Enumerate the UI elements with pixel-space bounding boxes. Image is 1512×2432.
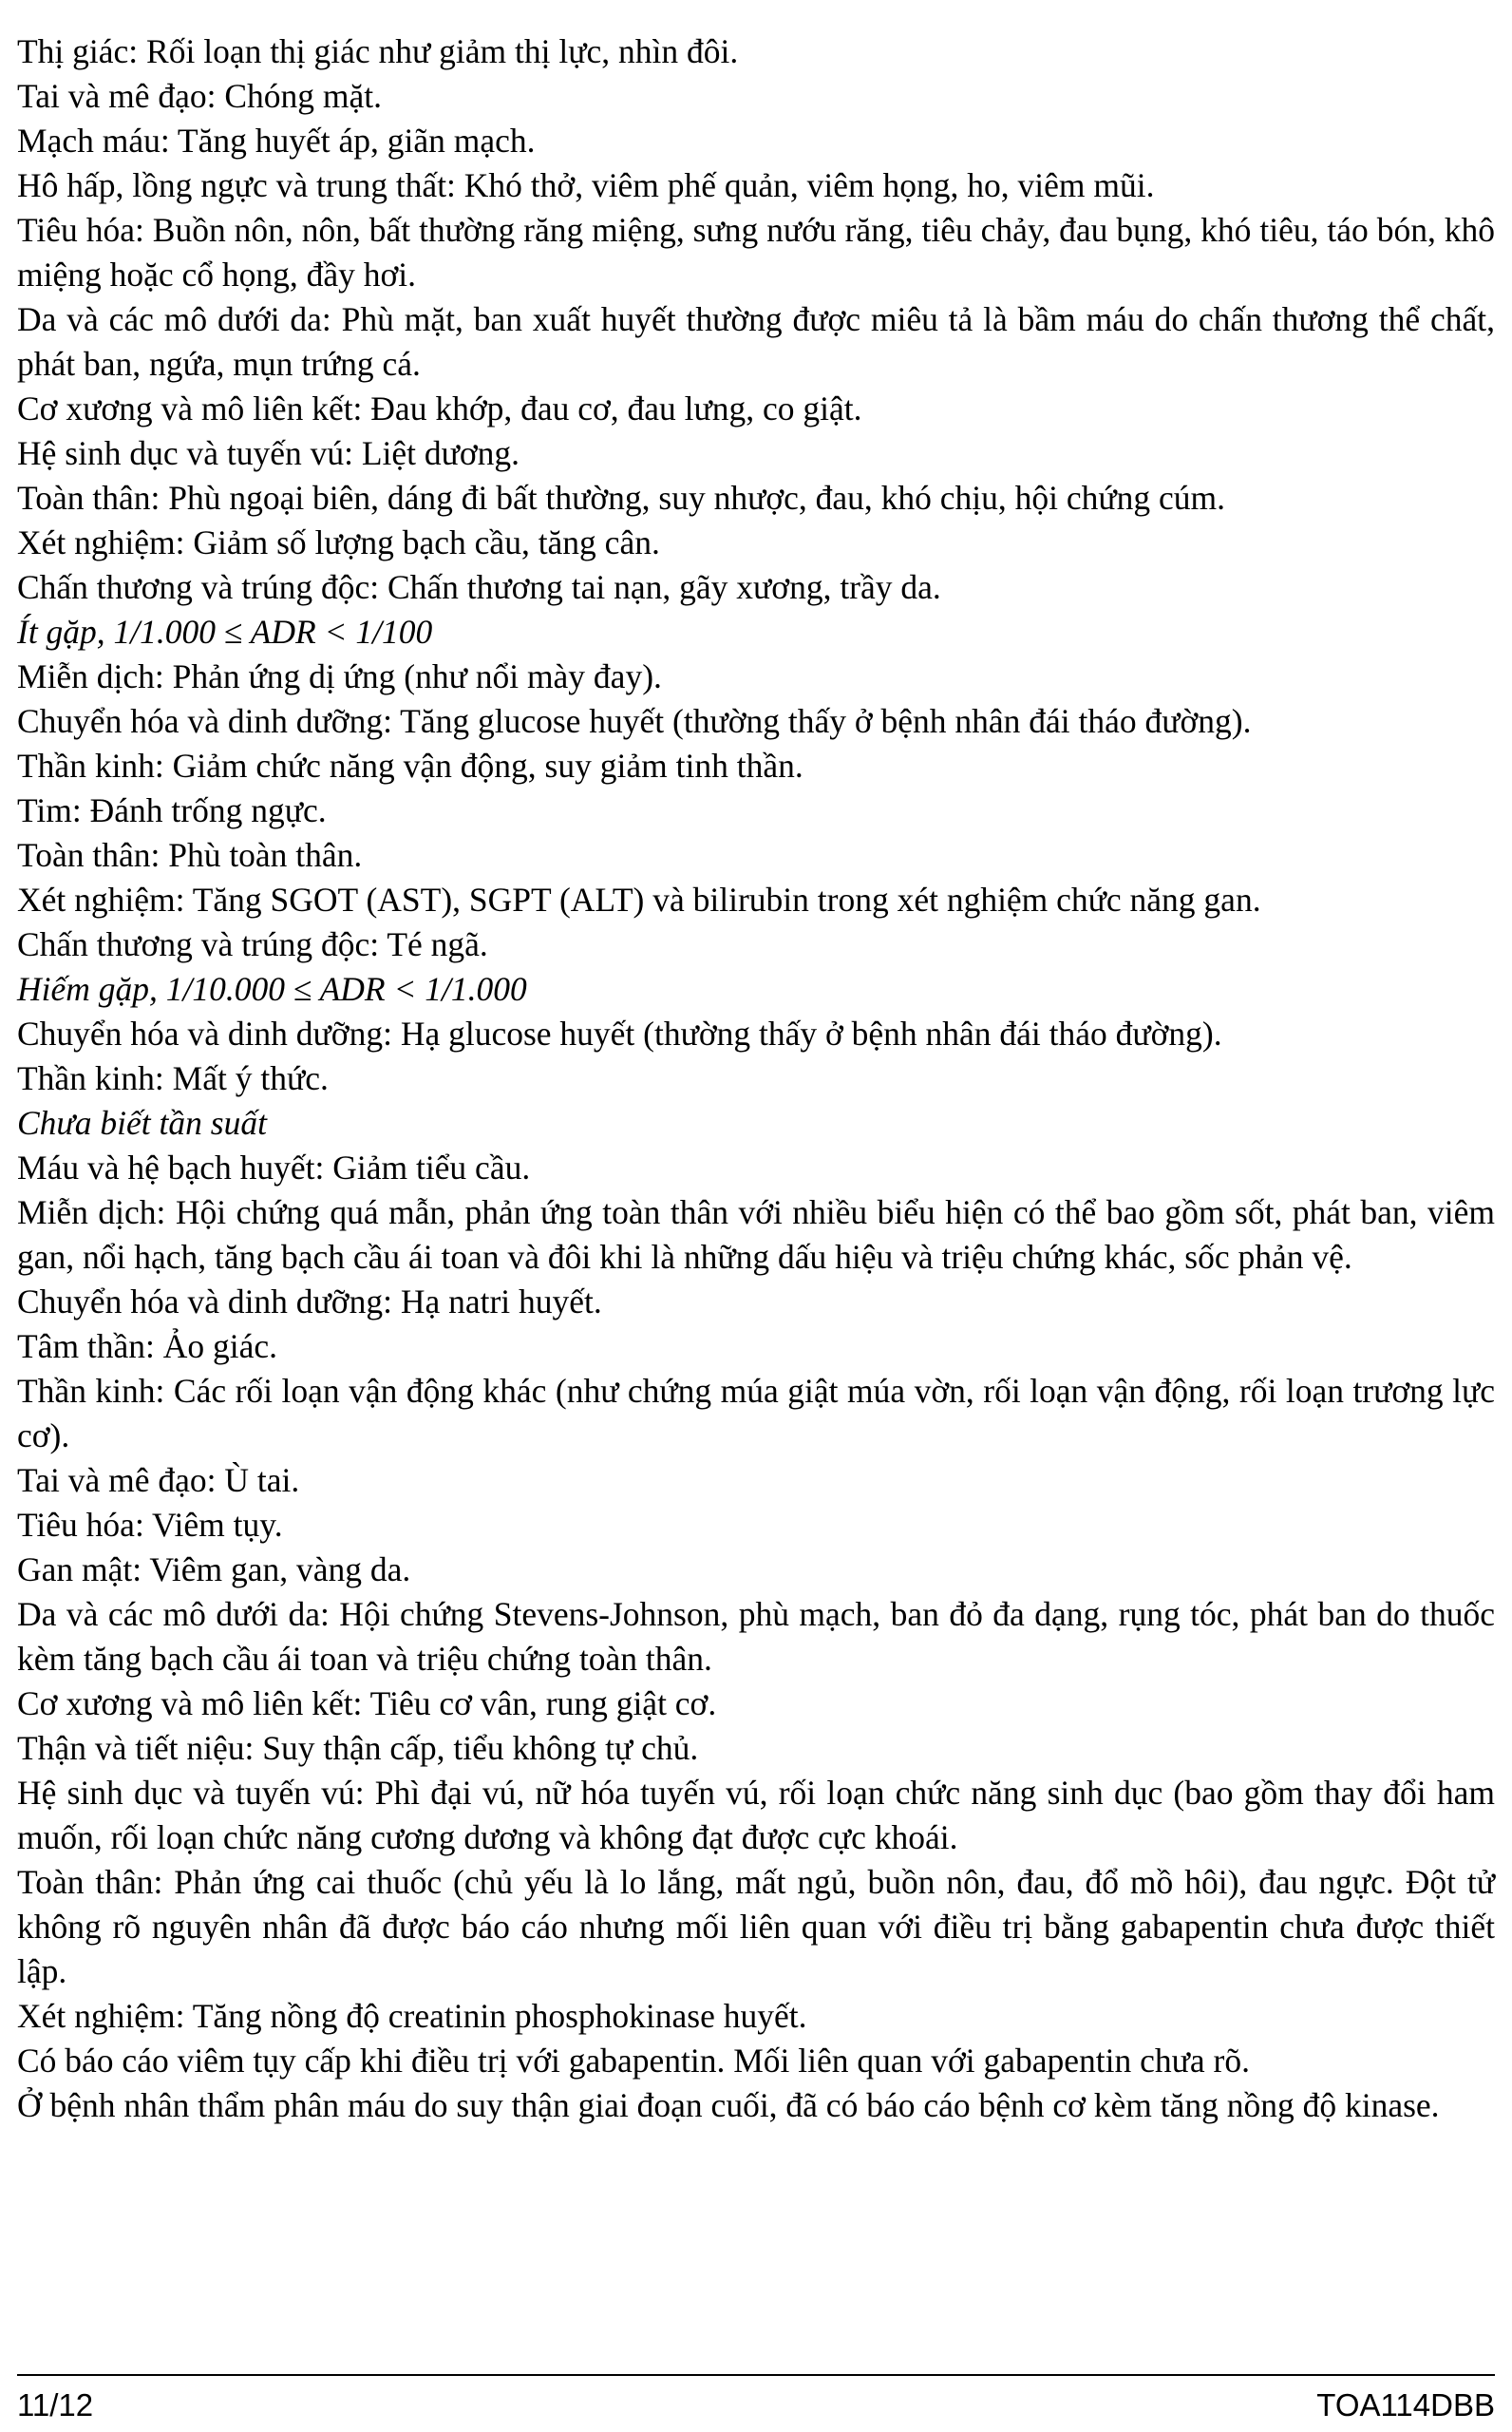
line-metabolism: Chuyển hóa và dinh dưỡng: Tăng glucose huyết (thường thấy ở bệnh nhân đái tháo đường).	[17, 702, 1252, 740]
section-heading-uncommon: Ít gặp, 1/1.000 ≤ ADR < 1/100	[17, 613, 433, 651]
line-renal: Thận và tiết niệu: Suy thận cấp, tiểu không tự chủ.	[17, 1729, 699, 1767]
section-heading-unknown-frequency: Chưa biết tần suất	[17, 1104, 267, 1142]
line-hepatobiliary: Gan mật: Viêm gan, vàng da.	[17, 1550, 411, 1588]
line-reproductive: Hệ sinh dục và tuyến vú: Phì đại vú, nữ hóa tuyến vú, rối loạn chức năng sinh dục (bao gồm thay đổi ham muốn, rối loạn chức năng cương dương và không đạt được cực khoái.	[17, 1774, 1495, 1856]
section-heading-rare: Hiếm gặp, 1/10.000 ≤ ADR < 1/1.000	[17, 970, 527, 1008]
line-musculoskeletal: Cơ xương và mô liên kết: Đau khớp, đau cơ, đau lưng, co giật.	[17, 390, 862, 428]
line-vision: Thị giác: Rối loạn thị giác như giảm thị lực, nhìn đôi.	[17, 32, 739, 70]
page-number: 11/12	[17, 2387, 94, 2422]
line-immune: Miễn dịch: Phản ứng dị ứng (như nổi mày đay).	[17, 657, 662, 695]
line-pancreatitis-note: Có báo cáo viêm tụy cấp khi điều trị với gabapentin. Mối liên quan với gabapentin chưa rõ.	[17, 2042, 1250, 2080]
line-musculoskeletal: Cơ xương và mô liên kết: Tiêu cơ vân, rung giật cơ.	[17, 1684, 717, 1722]
line-metabolism: Chuyển hóa và dinh dưỡng: Hạ natri huyết.	[17, 1282, 602, 1320]
line-injury: Chấn thương và trúng độc: Té ngã.	[17, 925, 488, 963]
line-ear: Tai và mê đạo: Chóng mặt.	[17, 77, 382, 115]
document-body	[17, 29, 1495, 2128]
line-vascular: Mạch máu: Tăng huyết áp, giãn mạch.	[17, 122, 536, 160]
line-digestive: Tiêu hóa: Viêm tụy.	[17, 1506, 283, 1544]
line-skin: Da và các mô dưới da: Phù mặt, ban xuất huyết thường được miêu tả là bầm máu do chấn thương thể chất, phát ban, ngứa, mụn trứng cá.	[17, 300, 1495, 383]
line-metabolism: Chuyển hóa và dinh dưỡng: Hạ glucose huyết (thường thấy ở bệnh nhân đái tháo đường).	[17, 1015, 1222, 1053]
line-general: Toàn thân: Phù toàn thân.	[17, 836, 363, 874]
line-hemodialysis-note: Ở bệnh nhân thẩm phân máu do suy thận giai đoạn cuối, đã có báo cáo bệnh cơ kèm tăng nồng độ kinase.	[17, 2086, 1440, 2124]
line-injury: Chấn thương và trúng độc: Chấn thương tai nạn, gãy xương, trầy da.	[17, 568, 941, 606]
line-skin: Da và các mô dưới da: Hội chứng Stevens-Johnson, phù mạch, ban đỏ đa dạng, rụng tóc, phát ban do thuốc kèm tăng bạch cầu ái toan và triệu chứng toàn thân.	[17, 1595, 1495, 1678]
line-nervous: Thần kinh: Các rối loạn vận động khác (như chứng múa giật múa vờn, rối loạn vận động, rối loạn trương lực cơ).	[17, 1372, 1495, 1454]
line-reproductive: Hệ sinh dục và tuyến vú: Liệt dương.	[17, 434, 520, 472]
line-cardiac: Tim: Đánh trống ngực.	[17, 791, 327, 829]
line-lab-tests: Xét nghiệm: Tăng SGOT (AST), SGPT (ALT) và bilirubin trong xét nghiệm chức năng gan.	[17, 881, 1261, 919]
line-psychiatric: Tâm thần: Ảo giác.	[17, 1327, 278, 1365]
line-immune: Miễn dịch: Hội chứng quá mẫn, phản ứng toàn thân với nhiều biểu hiện có thể bao gồm sốt, phát ban, viêm gan, nổi hạch, tăng bạch cầu ái toan và đôi khi là những dấu hiệu và triệu chứng khác, sốc phản vệ.	[17, 1193, 1495, 1276]
line-general: Toàn thân: Phù ngoại biên, dáng đi bất thường, suy nhược, đau, khó chịu, hội chứng cúm.	[17, 479, 1225, 517]
line-digestive: Tiêu hóa: Buồn nôn, nôn, bất thường răng miệng, sưng nướu răng, tiêu chảy, đau bụng, khó tiêu, táo bón, khô miệng hoặc cổ họng, đầy hơi.	[17, 211, 1495, 294]
line-general: Toàn thân: Phản ứng cai thuốc (chủ yếu là lo lắng, mất ngủ, buồn nôn, đau, đổ mồ hôi), đau ngực. Đột tử không rõ nguyên nhân đã được báo cáo nhưng mối liên quan với điều trị bằng gabapentin chưa được thiết lập.	[17, 1863, 1495, 1990]
line-lab-tests: Xét nghiệm: Giảm số lượng bạch cầu, tăng cân.	[17, 523, 660, 561]
document-code: TOA114DBB	[1316, 2387, 1495, 2422]
line-nervous: Thần kinh: Giảm chức năng vận động, suy giảm tinh thần.	[17, 747, 803, 785]
line-blood: Máu và hệ bạch huyết: Giảm tiểu cầu.	[17, 1149, 531, 1187]
line-ear: Tai và mê đạo: Ù tai.	[17, 1461, 300, 1499]
line-lab-tests: Xét nghiệm: Tăng nồng độ creatinin phosphokinase huyết.	[17, 1997, 807, 2035]
footer-divider	[17, 2374, 1495, 2376]
line-respiratory: Hô hấp, lồng ngực và trung thất: Khó thở, viêm phế quản, viêm họng, ho, viêm mũi.	[17, 166, 1155, 204]
line-nervous: Thần kinh: Mất ý thức.	[17, 1059, 329, 1097]
